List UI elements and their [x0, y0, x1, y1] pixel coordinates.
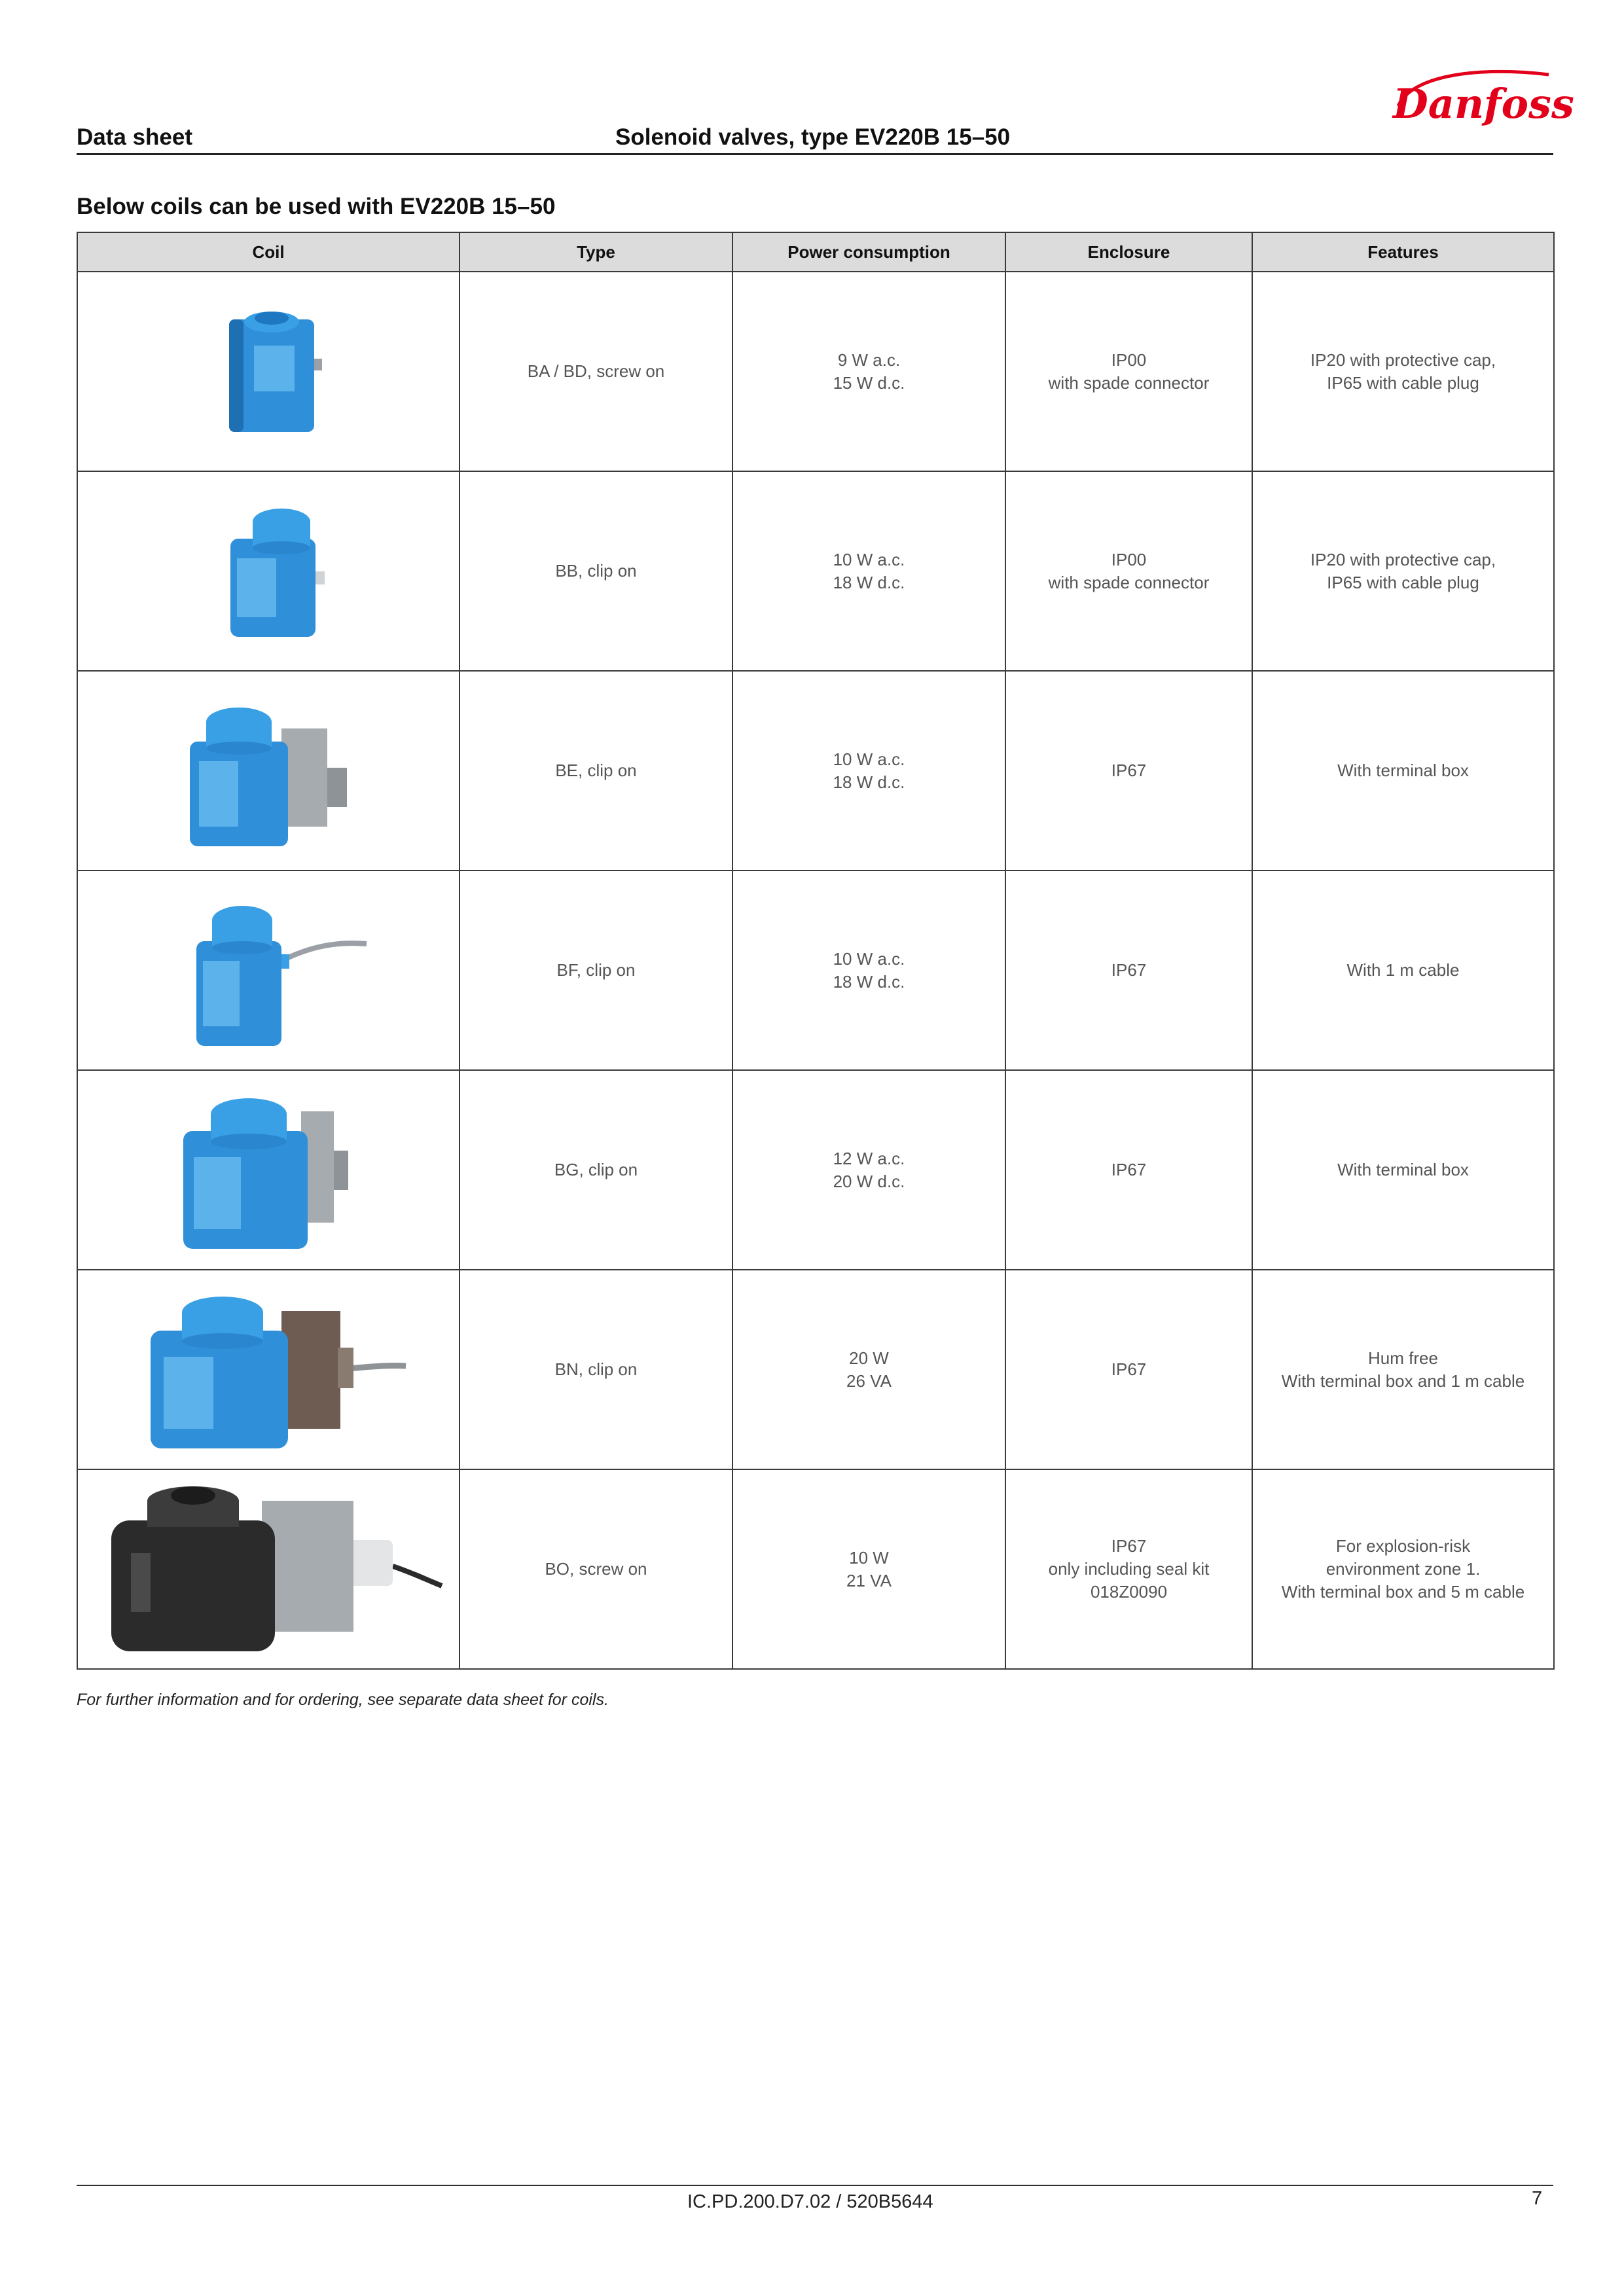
power-line: 15 W d.c. — [833, 372, 905, 393]
enclosure-line: IP67 — [1111, 960, 1147, 980]
coil-image-cell — [77, 671, 460, 870]
features-line: For explosion-risk — [1335, 1536, 1471, 1556]
power-line: 18 W d.c. — [833, 971, 905, 992]
type-cell: BE, clip on — [460, 671, 732, 870]
page-number: 7 — [1532, 2188, 1543, 2209]
table-row — [77, 272, 1554, 471]
enclosure-cell — [1005, 1270, 1252, 1469]
features-line: With terminal box — [1337, 1160, 1469, 1179]
coil-image-cell — [77, 1270, 460, 1469]
power-line: 10 W a.c. — [833, 749, 905, 769]
power-cell — [732, 1070, 1005, 1270]
col-header-features: Features — [1252, 232, 1554, 272]
table-row — [77, 1270, 1554, 1469]
type-cell: BN, clip on — [460, 1270, 732, 1469]
power-cell — [732, 1469, 1005, 1669]
coil-image-cell — [77, 1070, 460, 1270]
type-cell: BG, clip on — [460, 1070, 732, 1270]
enclosure-line: IP67 — [1111, 761, 1147, 780]
coil-image-cell — [77, 272, 460, 471]
enclosure-cell — [1005, 471, 1252, 671]
features-line: IP20 with protective cap, — [1310, 549, 1496, 569]
power-cell — [732, 870, 1005, 1070]
header-rule — [77, 153, 1553, 155]
coil-image-cell — [77, 1469, 460, 1669]
enclosure-cell — [1005, 870, 1252, 1070]
enclosure-line: with spade connector — [1048, 372, 1210, 393]
enclosure-line: IP00 — [1111, 549, 1147, 569]
power-line: 20 W — [849, 1348, 889, 1368]
features-line: With 1 m cable — [1346, 960, 1460, 980]
power-line: 21 VA — [846, 1570, 892, 1590]
coil-image-cell — [77, 471, 460, 671]
enclosure-cell — [1005, 1469, 1252, 1669]
coil-bf-image — [151, 889, 386, 1052]
features-line: environment zone 1. — [1326, 1559, 1481, 1579]
table-row — [77, 671, 1554, 870]
features-cell — [1252, 272, 1554, 471]
col-header-enclosure: Enclosure — [1005, 232, 1252, 272]
features-line: With terminal box and 1 m cable — [1281, 1371, 1525, 1391]
footer-rule — [77, 2185, 1553, 2186]
enclosure-line: IP67 — [1111, 1160, 1147, 1179]
svg-text:Danfoss: Danfoss — [1393, 80, 1574, 128]
footnote: For further information and for ordering, see separate data sheet for coils. — [77, 1691, 609, 1709]
power-cell — [732, 471, 1005, 671]
col-header-power: Power consumption — [732, 232, 1005, 272]
col-header-type: Type — [460, 232, 732, 272]
document-code: IC.PD.200.D7.02 / 520B5644 — [687, 2191, 933, 2212]
features-cell — [1252, 1070, 1554, 1270]
enclosure-line: IP67 — [1111, 1359, 1147, 1379]
features-line: With terminal box — [1337, 761, 1469, 780]
enclosure-line: only including seal kit — [1048, 1559, 1210, 1579]
power-line: 20 W d.c. — [833, 1171, 905, 1191]
power-line: 10 W — [849, 1547, 889, 1568]
table-row — [77, 1070, 1554, 1270]
enclosure-line: with spade connector — [1048, 572, 1210, 592]
features-line: IP65 with cable plug — [1327, 372, 1479, 393]
power-line: 18 W d.c. — [833, 572, 905, 592]
enclosure-cell — [1005, 671, 1252, 870]
type-cell: BO, screw on — [460, 1469, 732, 1669]
table-row — [77, 870, 1554, 1070]
enclosure-cell — [1005, 272, 1252, 471]
features-line: IP65 with cable plug — [1327, 572, 1479, 592]
coil-ba-bd-image — [183, 293, 353, 450]
enclosure-line: IP00 — [1111, 350, 1147, 370]
enclosure-cell — [1005, 1070, 1252, 1270]
power-line: 9 W a.c. — [837, 350, 901, 370]
features-line: With terminal box and 5 m cable — [1281, 1582, 1525, 1602]
enclosure-line: 018Z0090 — [1090, 1582, 1168, 1602]
coil-bo-image — [85, 1475, 452, 1664]
table-header-row — [77, 232, 1554, 272]
col-header-coil: Coil — [77, 232, 460, 272]
coils-table — [77, 232, 1555, 1670]
power-cell — [732, 1270, 1005, 1469]
power-line: 10 W a.c. — [833, 549, 905, 569]
features-line: Hum free — [1368, 1348, 1438, 1368]
features-line: IP20 with protective cap, — [1310, 350, 1496, 370]
power-cell — [732, 272, 1005, 471]
table-row — [77, 471, 1554, 671]
power-line: 18 W d.c. — [833, 772, 905, 792]
power-line: 12 W a.c. — [833, 1148, 905, 1168]
features-cell — [1252, 671, 1554, 870]
power-line: 10 W a.c. — [833, 948, 905, 969]
coil-bb-image — [183, 493, 353, 650]
type-cell: BF, clip on — [460, 870, 732, 1070]
features-cell — [1252, 1469, 1554, 1669]
features-cell — [1252, 870, 1554, 1070]
features-cell — [1252, 471, 1554, 671]
section-title: Below coils can be used with EV220B 15–50 — [77, 194, 556, 219]
header-title: Solenoid valves, type EV220B 15–50 — [615, 124, 1011, 150]
coil-bn-image — [118, 1285, 419, 1455]
enclosure-line: IP67 — [1111, 1536, 1147, 1556]
power-cell — [732, 671, 1005, 870]
danfoss-logo — [1386, 60, 1574, 132]
type-cell: BB, clip on — [460, 471, 732, 671]
power-line: 26 VA — [846, 1371, 892, 1391]
type-cell: BA / BD, screw on — [460, 272, 732, 471]
coil-be-image — [151, 689, 386, 853]
header-doc-type: Data sheet — [77, 124, 193, 150]
features-cell — [1252, 1270, 1554, 1469]
table-row — [77, 1469, 1554, 1669]
coil-bg-image — [151, 1085, 386, 1255]
coil-image-cell — [77, 870, 460, 1070]
